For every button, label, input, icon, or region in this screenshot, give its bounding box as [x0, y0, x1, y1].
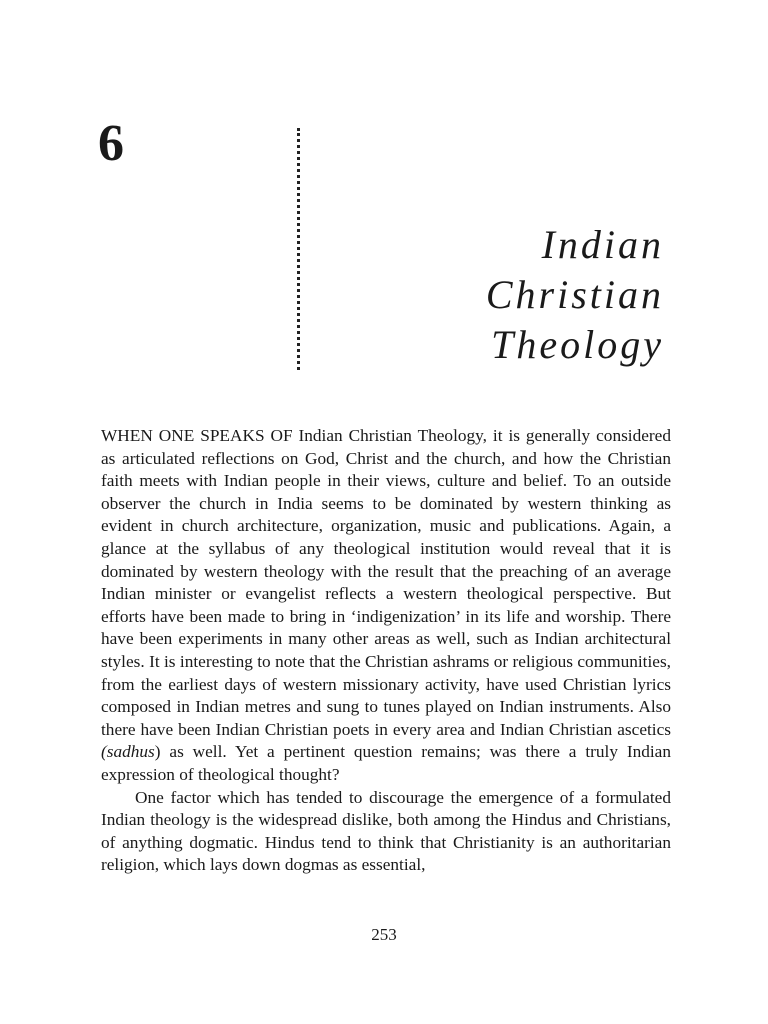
chapter-number: 6 — [98, 115, 124, 172]
chapter-title — [486, 220, 664, 370]
paragraph-1 — [101, 425, 671, 787]
chapter-title-line-1: Indian — [541, 222, 664, 267]
small-caps-lead: WHEN ONE SPEAKS OF — [101, 426, 293, 445]
chapter-title-line-3: Theology — [491, 322, 664, 367]
page-number: 253 — [371, 925, 397, 944]
paragraph-2: One factor which has tended to discourage the emergence of a formulated Indian theology is the widespread dislike, both among the Hindus and Christians, of anything dogmatic. Hindus tend to think that Christianity is an authoritarian religion, which lays down dogmas as essential, — [101, 787, 671, 875]
paragraph-1-text-a: Indian Christian Theology, it is generally considered as articulated reflections on God, Christ and the church, and how the Christian faith meets with Indian people in their views, culture and belief. To an outside observer the church in India seems to be dominated by western thinking as evident in church architecture, organization, music and publications. Again, a glance at the syllabus of any theological institution would reveal that it is dominated by western theology with the result that the preaching of an average Indian minister or evangelist reflects a western theological perspective. But efforts have been made to bring in ‘indigenization’ in its life and worship. There have been experiments in many other areas as well, such as Indian architectural styles. It is interesting to note that the Christian ashrams or religious communities, from the earliest days of western missionary activity, have used Christian lyrics composed in Indian metres and sung to tunes played on Indian instruments. Also there have been Indian Christian poets in every area and Indian Christian ascetics — [101, 426, 671, 739]
body-text — [101, 425, 671, 877]
paragraph-1-text-b: ) as well. Yet a pertinent question remains; was there a truly Indian expression of theological thought? — [101, 742, 671, 784]
chapter-title-line-2: Christian — [485, 272, 664, 317]
italic-term: (sadhus — [101, 742, 155, 762]
dotted-divider — [297, 128, 300, 370]
